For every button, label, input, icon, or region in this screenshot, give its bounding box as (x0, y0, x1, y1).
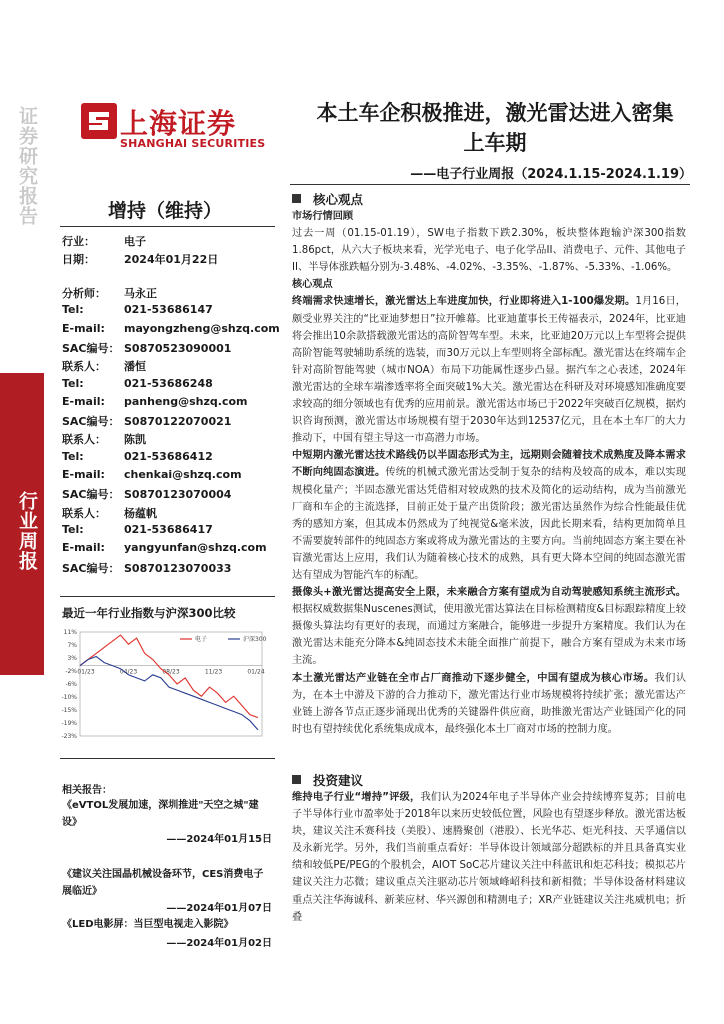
analyst-divider (60, 596, 275, 597)
section-core-views: 核心观点 (292, 190, 363, 208)
investment-body (292, 789, 686, 926)
y-tick-label: -19% (61, 720, 77, 727)
info-label: 日期： (62, 253, 95, 266)
paragraph-heading: 市场行情回顾 (292, 211, 354, 222)
section-bullet-icon (292, 775, 301, 784)
info-value[interactable]: mayongzheng@shzq.com (124, 321, 280, 335)
section-bullet-icon (292, 194, 301, 203)
paragraph (292, 447, 686, 584)
paragraph-heading: 终端需求快速增长，激光雷达上车进度加快，行业即将进入1-100爆发期。 (292, 296, 636, 308)
info-label: 分析师： (62, 287, 106, 300)
related-report-title[interactable]: 《LED电影屏：当巨型电视走入影院》 (62, 919, 234, 930)
y-tick-label: 3% (67, 655, 77, 662)
analyst-row (62, 523, 213, 536)
company-logo (80, 100, 266, 160)
paragraph-text: 传统的机械式激光雷达受制于复杂的结构及较高的成本，难以实现规模化量产；半固态激光雷达凭借相对较成熟的技术及简化的运动结构，成为当前激光厂商和车企的主流选择，目前正处于量产出货阶段；激光雷达虽然作为综合性能最佳优秀的感知方案，但其成本仍然成为了纯视觉&毫米波，因此长期来看，结构更加简单且不需要旋转部件的纯固态方案或将成为激光雷达的主要方向。当前纯固态方案主要在补盲激光雷达上应用，我们认为随着核心技术的成熟，具有更大降本空间的纯固态激光雷达有望成为智能汽车的标配。 (292, 467, 686, 581)
info-value: S0870123070033 (124, 561, 232, 575)
analyst-row (62, 486, 231, 502)
info-value: 021-53686248 (124, 376, 213, 390)
related-report-date: ——2024年01月15日 (166, 834, 272, 845)
series-line-csi300 (80, 657, 258, 730)
paragraph (292, 208, 686, 225)
info-value: 电子 (124, 235, 146, 248)
info-value: 021-53686147 (124, 303, 213, 317)
info-label: SAC编号： (62, 341, 120, 355)
y-tick-label: -10% (61, 694, 77, 701)
report-title-line2: 上车期 (463, 130, 527, 155)
legend-label: 电子 (195, 636, 208, 643)
x-tick-label: 01/24 (247, 668, 265, 676)
rating-divider (60, 226, 275, 227)
x-tick-label: 11/23 (204, 668, 223, 676)
analyst-row (62, 340, 231, 356)
info-label: 联系人： (62, 433, 106, 447)
related-report-date: ——2024年01月02日 (166, 938, 272, 949)
info-value[interactable]: yangyunfan@shzq.com (124, 541, 267, 555)
section-investment: 投资建议 (292, 771, 363, 789)
analyst-row (62, 322, 280, 335)
paragraph-text: 1月16日，颇受业界关注的“比亚迪梦想日”拉开帷幕。比亚迪董事长王传福表示，2024年，比亚迪将会推出10余款搭载激光雷达的高阶智驾车型。未来，比亚迪20万元以上车型将会提供高阶智能驾驶辅助系统的选装，而30万元以上车型则将全部标配。激光雷达在终端车企针对高阶智能驾驶（城市NOA）布局下功能属性逐步凸显。据汽车之心表述，2024年激光雷达的全球车端渗透率将全面突破1%大关。激光雷达在科研及对环境感知准确度要求较高的细分领域也有优秀的应用前景。激光雷达市场已于2022年突破百亿规模，据灼识咨询预测，激光雷达市场规模有望于2030年达到12537亿元，且在本土车厂的大力推动下，中国有望主导这一市高潜力市场。 (292, 296, 686, 445)
title-divider (290, 184, 690, 185)
paragraph (292, 584, 686, 669)
paragraph-heading: 摄像头+激光雷达提高安全上限，未来融合方案有望成为自动驾驶感知系统主流形式。 (292, 587, 686, 599)
report-title-line1: 本土车企积极推进，激光雷达进入密集 (316, 100, 674, 125)
paragraph-text: 我们认为2024年电子半导体产业会持续博弈复苏；目前电子半导体行业市盈率处于2018年以来历史较低位置，风险也有望逐步释放。激光雷达板块，建议关注禾赛科技（美股）、速腾聚创（港股）、长光华芯、炬光科技、天孚通信以及永新光学。另外，我们当前重点看好：半导体设计领域部分超跌标的并且具备真实业绩和较低PE/PEG的个股机会，AIOT SoC芯片建议关注中科蓝讯和炬芯科技；模拟芯片建议关注力芯微；建议重点关注驱动芯片领域峰岹科技和新相微；半导体设备材料建议重点关注华海诚科、新莱应材、华兴源创和精测电子；XR产业链建议关注兆威机电；折叠 (292, 792, 686, 923)
sidebar-category: 行业周报 (16, 491, 38, 571)
paragraph-heading: 本土激光雷达产业链在全市占厂商推动下逐步健全，中国有望成为核心市场。 (292, 672, 655, 684)
chart-divider (60, 758, 275, 759)
related-report-title[interactable]: 《eVTOL发展加速，深圳推进"天空之城"建设》 (62, 800, 259, 828)
paragraph-text: 过去一周（01.15-01.19），SW电子指数下跌2.30%，板块整体跑输沪深300指数1.86pct，从六大子板块来看，光学光电子、电子化学品II、消费电子、元件、其他电子II、半导体涨跌幅分别为-3.48%、-4.02%、-3.35%、-1.87%、-5.33%、-1.06%。 (292, 228, 686, 274)
info-label: 行业： (62, 235, 95, 248)
related-report-title[interactable]: 《建议关注国晶机械设备环节，CES消费电子展临近》 (62, 869, 264, 897)
sidebar-report-type: 证券研究报告 (16, 106, 38, 226)
info-label: E-mail: (62, 321, 105, 335)
info-value: 陈凯 (124, 433, 146, 447)
paragraph (292, 276, 686, 293)
info-label: E-mail: (62, 541, 105, 555)
paragraph-text: 根据权威数据集Nuscenes测试，使用激光雷达算法在目标检测精度&目标跟踪精度上较摄像头算法均有更好的表现，而通过方案融合，能够进一步提升方案精度。我们认为在激光雷达未能充分降本&纯固态技术未能全面推广前提下，融合方案有望成为未来市场主流。 (292, 604, 686, 667)
analyst-row (62, 413, 231, 429)
info-value: 021-53686417 (124, 522, 213, 536)
info-label: SAC编号： (62, 415, 120, 429)
paragraph-heading: 维持电子行业“增持”评级， (292, 792, 421, 803)
x-tick-label: 08/23 (162, 668, 180, 676)
info-value: S0870122070021 (124, 415, 232, 429)
related-report-date: ——2024年01月07日 (166, 903, 272, 914)
legend-label: 沪深300 (243, 636, 267, 643)
y-tick-label: -2% (65, 668, 77, 675)
core-views-body (292, 208, 686, 738)
y-tick-label: 7% (67, 642, 77, 649)
analyst-row (62, 285, 157, 301)
logo-name-cn: 上海证券 (120, 107, 237, 140)
info-value: 马永正 (124, 287, 157, 300)
analyst-row (62, 431, 146, 447)
x-tick-label: 04/23 (119, 668, 138, 676)
y-tick-label: -6% (65, 681, 77, 688)
sidebar-top (0, 98, 44, 373)
analyst-row (62, 560, 231, 576)
analyst-row (62, 358, 146, 374)
meta-row (62, 251, 218, 267)
x-tick-label: 01/23 (77, 668, 95, 676)
series-line-electronics (80, 635, 258, 718)
info-value: 021-53686412 (124, 449, 213, 463)
report-title (290, 98, 700, 158)
info-label: 联系人： (62, 360, 106, 374)
analyst-row (62, 541, 267, 554)
info-label: SAC编号： (62, 488, 120, 502)
related-reports-title: 相关报告： (62, 785, 112, 796)
paragraph (292, 670, 686, 738)
logo-name-en: SHANGHAI SECURITIES (120, 137, 266, 150)
y-tick-label: -15% (61, 707, 77, 714)
analyst-row (62, 450, 213, 463)
analyst-row (62, 468, 242, 481)
info-label: 联系人： (62, 506, 106, 520)
info-value: S0870123070004 (124, 488, 232, 502)
info-value[interactable]: panheng@shzq.com (124, 394, 248, 408)
info-label: Tel: (62, 376, 84, 390)
meta-row (62, 233, 146, 249)
analyst-row (62, 395, 248, 408)
info-value: 2024年01月22日 (124, 253, 219, 266)
paragraph-heading: 中短期内激光雷达技术路线仍以半固态形式为主，远期则会随着技术成熟度及降本需求不断向纯固态演进。 (292, 450, 686, 479)
paragraph-text: 我们认为，在本土中游及下游的合力推动下，激光雷达行业市场规模将持续扩张；激光雷达产业链上游各节点正逐步涌现出优秀的关键器件供应商，助推激光雷达产业链国产化的同时也有望持续优化系统集成成本，最终强化本土厂商对市场的控制力度。 (292, 672, 687, 735)
y-tick-label: 11% (63, 629, 77, 636)
report-subtitle: ——电子行业周报（2024.1.15-2024.1.19） (410, 167, 692, 182)
rating: 增持（维持） (107, 200, 222, 222)
paragraph (292, 293, 686, 447)
info-value: 潘恒 (124, 360, 146, 374)
paragraph (292, 789, 686, 926)
info-label: Tel: (62, 522, 84, 536)
info-value: 杨蕴帆 (124, 506, 157, 520)
y-tick-label: -23% (61, 733, 77, 740)
logo-mark-icon (80, 102, 118, 140)
chart-title: 最近一年行业指数与沪深300比较 (62, 606, 236, 620)
index-comparison-chart (56, 624, 276, 744)
analyst-row (62, 505, 157, 521)
analyst-row (62, 377, 213, 390)
sidebar-red-band (0, 373, 44, 675)
info-label: Tel: (62, 303, 84, 317)
info-label: Tel: (62, 449, 84, 463)
info-label: SAC编号： (62, 561, 120, 575)
info-label: E-mail: (62, 394, 105, 408)
chart-frame (80, 632, 265, 736)
paragraph (292, 225, 686, 276)
analyst-row (62, 303, 213, 316)
info-label: E-mail: (62, 468, 105, 481)
info-value[interactable]: chenkai@shzq.com (124, 468, 242, 481)
paragraph-heading: 核心观点 (292, 279, 333, 291)
info-value: S0870523090001 (124, 341, 232, 355)
